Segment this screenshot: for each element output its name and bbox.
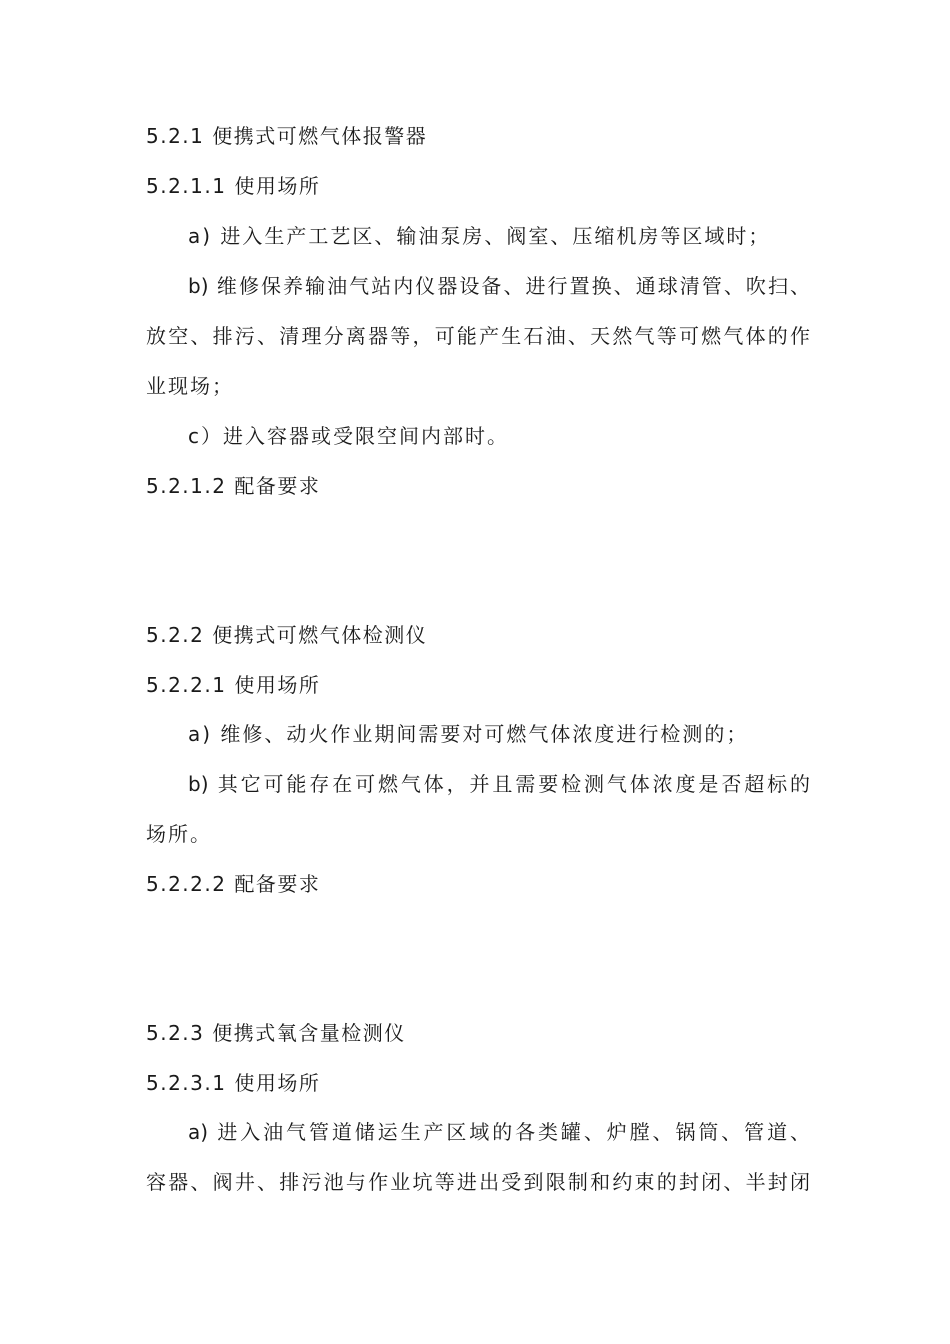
list-item-a: a) 进入生产工艺区、输油泵房、阀室、压缩机房等区域时； <box>188 224 771 248</box>
section-heading-5-2-3: 5.2.3 便携式氧含量检测仪 <box>146 1021 406 1045</box>
list-item-b-continued: 放空、排污、清理分离器等，可能产生石油、天然气等可燃气体的作 <box>146 324 810 348</box>
list-item-a: a) 维修、动火作业期间需要对可燃气体浓度进行检测的； <box>188 722 749 746</box>
list-item-b: b) 维修保养输油气站内仪器设备、进行置换、通球清管、吹扫、 <box>188 274 810 298</box>
list-item-b-end: 业现场； <box>146 374 234 398</box>
section-heading-5-2-2: 5.2.2 便携式可燃气体检测仪 <box>146 623 428 647</box>
list-item-a-continued: 容器、阀井、排污池与作业坑等进出受到限制和约束的封闭、半封闭 <box>146 1170 810 1194</box>
list-item-c: c）进入容器或受限空间内部时。 <box>188 424 509 448</box>
subsection-heading-5-2-2-2: 5.2.2.2 配备要求 <box>146 872 321 896</box>
list-item-a: a) 进入油气管道储运生产区域的各类罐、炉膛、锅筒、管道、 <box>188 1120 810 1144</box>
list-item-b: b) 其它可能存在可燃气体，并且需要检测气体浓度是否超标的 <box>188 772 810 796</box>
subsection-heading-5-2-1-1: 5.2.1.1 使用场所 <box>146 174 321 198</box>
subsection-heading-5-2-1-2: 5.2.1.2 配备要求 <box>146 474 321 498</box>
subsection-heading-5-2-3-1: 5.2.3.1 使用场所 <box>146 1071 321 1095</box>
section-heading-5-2-1: 5.2.1 便携式可燃气体报警器 <box>146 124 428 148</box>
subsection-heading-5-2-2-1: 5.2.2.1 使用场所 <box>146 673 321 697</box>
list-item-b-end: 场所。 <box>146 822 212 846</box>
